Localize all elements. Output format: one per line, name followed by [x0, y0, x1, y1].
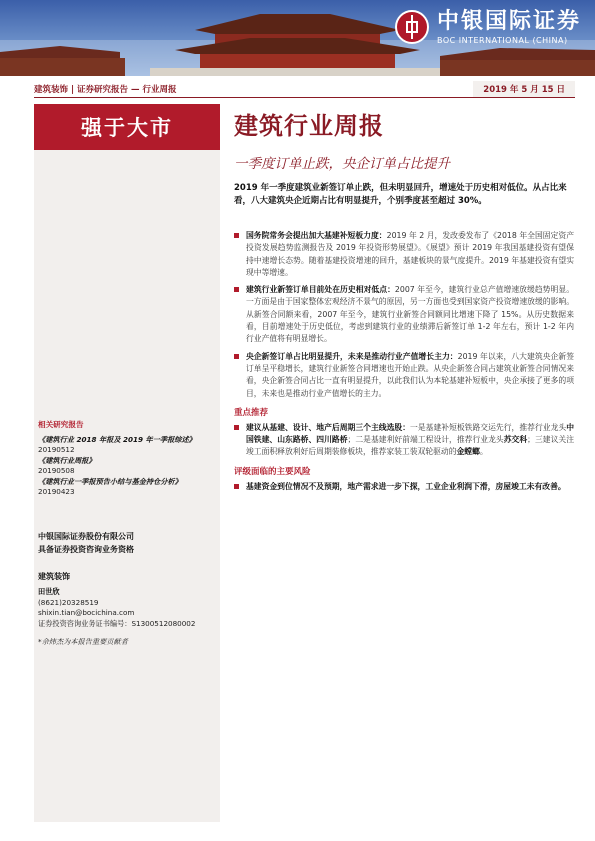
key-point-text: 2019 年以来，八大建筑央企新签订单呈平稳增长，建筑行业新签合同增速也开始止跌。从央企新签合同占建筑业新签合同情况来看，央企新签合同占比一直有明显提升，以此我们认为本轮基建补短板中，央企承接了更多的项目，未来也是推动行业产值增长的主力。: [246, 351, 574, 398]
related-report-title[interactable]: 《建筑行业一季报预告小结与基金持仓分析》: [38, 476, 182, 486]
key-point: [234, 284, 574, 345]
recommend-text: ；二是基建利好前端工程设计，推荐行业龙头: [347, 435, 504, 445]
risk-text: 基建资金到位情况不及预期，地产需求进一步下探，工业企业利润下滑，房屋竣工未有改善。: [246, 481, 566, 491]
page-title: 建筑行业周报: [234, 111, 384, 140]
firm-license: 具备证券投资咨询业务资格: [38, 545, 134, 554]
brand-name-en: BOC INTERNATIONAL (CHINA): [436, 36, 568, 45]
recommend-stock: 金螳螂: [456, 447, 480, 457]
header-banner: [0, 0, 595, 76]
sidebar: [34, 150, 220, 822]
brand-lockup: [395, 8, 581, 45]
report-date: 2019 年 5 月 15 日: [473, 81, 575, 97]
key-point: [234, 351, 574, 400]
bullet-square-icon: [234, 425, 239, 430]
analyst-name: 田世欣: [38, 587, 60, 596]
related-reports: [38, 420, 218, 498]
bullet-square-icon: [234, 233, 239, 238]
recommend-point: [234, 422, 574, 459]
firm-info: [38, 530, 218, 556]
analyst-phone: (8621)20328519: [38, 597, 99, 607]
rating-badge: 强于大市: [34, 104, 220, 150]
recommend-text: 。: [479, 447, 488, 457]
key-point-heading: 国务院常务会提出加大基建补短板力度：: [246, 231, 387, 240]
boc-logo-icon: [395, 10, 429, 44]
recommend-heading: 重点推荐: [234, 407, 269, 418]
related-report-date: 20190423: [38, 487, 75, 496]
summary-paragraph: 2019 年一季度建筑业新签订单止跌，但未明显回升，增速处于历史相对低位。从占比来看，八大建筑央企近期占比有明显提升，个别季度甚至超过 30%。: [234, 183, 567, 206]
recommend-text: ；三建议关注竣工面积释放利好后周期装修板块，推荐家装工装双轮驱动的: [246, 435, 575, 457]
key-point-text: 2019 年 2 月，发改委发布了《2018 年全国固定资产投资发展趋势监测报告及 2019 年投资形势展望》。《展望》预计 2019 年我国基建投资有望保持中速增长态势。随着基建投资增速的回升，基建板块的景气度提升。2019 年基建投资有望实现中等增速。: [246, 231, 575, 277]
key-points: [234, 230, 574, 498]
related-report-title[interactable]: 《建筑行业周报》: [38, 455, 96, 465]
sector-label: 建筑装饰: [38, 572, 70, 581]
risk-heading: 评级面临的主要风险: [234, 466, 311, 477]
related-report-title[interactable]: 《建筑行业 2018 年报及 2019 年一季报综述》: [38, 434, 196, 444]
recommend-stock: 中国铁建、山东路桥、四川路桥: [246, 422, 575, 445]
bullet-square-icon: [234, 287, 239, 292]
analyst-info: [38, 570, 218, 648]
analyst-email[interactable]: shixin.tian@bocichina.com: [38, 608, 135, 617]
page-subtitle: 一季度订单止跌，央企订单占比提升: [234, 156, 450, 172]
key-point-heading: 央企新签订单占比明显提升，未来是推动行业产值增长主力：: [246, 351, 458, 361]
key-point: [234, 230, 574, 279]
recommend-stock: 苏交科: [503, 435, 528, 445]
key-point-heading: 建筑行业新签订单目前处在历史相对低点：: [246, 285, 395, 295]
breadcrumb: 建筑装饰 | 证券研究报告 — 行业周报: [34, 85, 177, 95]
breadcrumb-bar: [34, 81, 575, 98]
recommend-text: 一是基建补短板铁路交运先行，推荐行业龙头: [410, 422, 567, 432]
risk-point: [234, 481, 574, 493]
firm-name: 中银国际证券股份有限公司: [38, 532, 134, 541]
related-reports-heading: 相关研究报告: [38, 420, 84, 429]
key-point-text: 2007 年至今，建筑行业总产值增速放缓趋势明显。一方面是由于国家整体宏观经济不景气的原因，另一方面也受到国家资产投资增速放缓的影响。从新签合同额来看，2007 年至今，建筑行业新签合同额同比增速下降了 15%。从历史数据来看，目前增速处于历史低位，考虑到建筑行业的业绩滞后新签订单 1-2 年左右，预计 1-2 年内行业产值将有明显增长。: [246, 285, 574, 344]
brand-name-cn: 中银国际证券: [436, 8, 581, 34]
related-report-date: 20190508: [38, 466, 75, 475]
recommend-bold: 建议从基建、设计、地产后周期三个主线选股：: [246, 422, 411, 432]
analyst-cert: 证券投资咨询业务证书编号：S1300512080002: [38, 618, 196, 628]
bullet-square-icon: [234, 354, 239, 359]
bullet-square-icon: [234, 484, 239, 489]
related-report-date: 20190512: [38, 445, 75, 454]
contributor-note: *佘炜杰为本报告重要贡献者: [38, 637, 128, 646]
